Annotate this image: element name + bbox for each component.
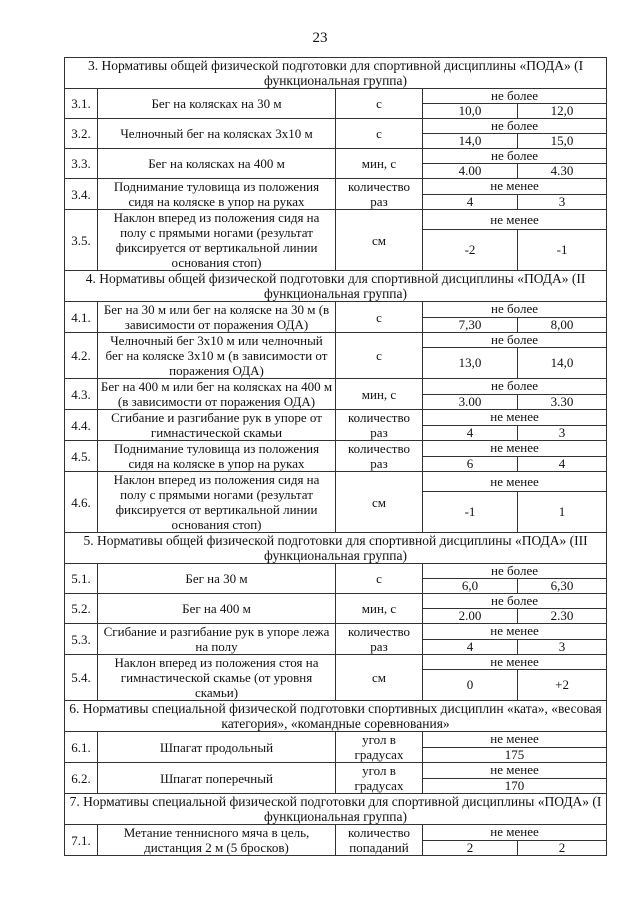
exercise-name: Шпагат поперечный [98,763,336,794]
unit: см [336,210,423,271]
row-number: 3.2. [65,119,98,149]
unit: с [336,302,423,333]
row-number: 7.1. [65,825,98,856]
value-first: 4 [423,639,518,655]
condition-label: не более [423,119,607,134]
section-header-row [65,701,607,732]
section-title: 5. Нормативы общей физической подготовки для спортивной дисциплины «ПОДА» (III функциональная группа) [65,533,607,564]
row-number: 3.4. [65,179,98,210]
unit: количество раз [336,441,423,472]
unit: количество раз [336,410,423,441]
value: 170 [423,778,607,794]
table-row [65,210,607,230]
table-row [65,333,607,348]
condition-label: не менее [423,655,607,670]
table-row [65,379,607,395]
row-number: 4.1. [65,302,98,333]
unit: угол в градусах [336,732,423,763]
table-row [65,825,607,841]
table-row [65,624,607,640]
row-number: 5.4. [65,655,98,701]
exercise-name: Бег на колясках на 30 м [98,89,336,119]
table-row [65,302,607,318]
value: 175 [423,747,607,763]
condition-label: не менее [423,441,607,457]
row-number: 4.3. [65,379,98,410]
table-row [65,472,607,492]
row-number: 4.5. [65,441,98,472]
value-first: 14,0 [423,134,518,149]
page-number: 23 [312,30,328,46]
value-first: -2 [423,230,518,271]
table-row [65,119,607,134]
value-first: 6,0 [423,579,518,594]
row-number: 4.6. [65,472,98,533]
condition-label: не менее [423,179,607,195]
exercise-name: Наклон вперед из положения сидя на полу с прямыми ногами (результат фиксируется от вертикальной линии основания стоп) [98,210,336,271]
value-first: 4.00 [423,164,518,179]
table-row [65,149,607,164]
exercise-name: Бег на колясках на 400 м [98,149,336,179]
value-second: +2 [518,670,607,701]
exercise-name: Поднимание туловища из положения сидя на коляске в упор на руках [98,441,336,472]
unit: с [336,89,423,119]
condition-label: не менее [423,472,607,492]
standards-table [64,57,607,856]
value-second: -1 [518,230,607,271]
section-header-row [65,271,607,302]
condition-label: не менее [423,732,607,748]
value-second: 15,0 [518,134,607,149]
value-second: 3 [518,425,607,441]
exercise-name: Шпагат продольный [98,732,336,763]
condition-label: не более [423,379,607,395]
table-row [65,655,607,670]
exercise-name: Метание теннисного мяча в цель, дистанция 2 м (5 бросков) [98,825,336,856]
table-row [65,564,607,579]
value-second: 4.30 [518,164,607,179]
value-second: 8,00 [518,317,607,333]
value-second: 3 [518,639,607,655]
section-title: 4. Нормативы общей физической подготовки для спортивной дисциплины «ПОДА» (II функциональная группа) [65,271,607,302]
condition-label: не менее [423,825,607,841]
value-second: 12,0 [518,104,607,119]
exercise-name: Поднимание туловища из положения сидя на коляске в упор на руках [98,179,336,210]
exercise-name: Наклон вперед из положения сидя на полу с прямыми ногами (результат фиксируется от вертикальной линии основания стоп) [98,472,336,533]
unit: с [336,119,423,149]
unit: угол в градусах [336,763,423,794]
value-second: 3 [518,194,607,210]
value-second: 2 [518,840,607,856]
table-row [65,763,607,779]
condition-label: не более [423,302,607,318]
value-first: 10,0 [423,104,518,119]
value-first: 13,0 [423,348,518,379]
exercise-name: Челночный бег 3х10 м или челночный бег на коляске 3х10 м (в зависимости от поражения ОДА) [98,333,336,379]
section-header-row [65,794,607,825]
value-first: 4 [423,425,518,441]
unit: с [336,564,423,594]
unit: мин, с [336,149,423,179]
condition-label: не менее [423,763,607,779]
unit: см [336,655,423,701]
value-second: 2.30 [518,609,607,624]
table-row [65,732,607,748]
value-first: 6 [423,456,518,472]
value-second: 14,0 [518,348,607,379]
unit: количество раз [336,624,423,655]
row-number: 5.2. [65,594,98,624]
table-row [65,89,607,104]
section-title: 6. Нормативы специальной физической подготовки спортивных дисциплин «ката», «весовая категория», «командные соревнования» [65,701,607,732]
unit: с [336,333,423,379]
value-first: 3.00 [423,394,518,410]
condition-label: не более [423,149,607,164]
exercise-name: Наклон вперед из положения стоя на гимнастической скамье (от уровня скамьи) [98,655,336,701]
value-first: -1 [423,492,518,533]
exercise-name: Бег на 30 м [98,564,336,594]
section-header-row [65,533,607,564]
row-number: 4.2. [65,333,98,379]
section-title: 7. Нормативы специальной физической подготовки для спортивной дисциплины «ПОДА» (I функциональная группа) [65,794,607,825]
value-second: 4 [518,456,607,472]
row-number: 5.3. [65,624,98,655]
table-row [65,441,607,457]
unit: количество попаданий [336,825,423,856]
section-title: 3. Нормативы общей физической подготовки для спортивной дисциплины «ПОДА» (I функциональная группа) [65,58,607,89]
condition-label: не менее [423,624,607,640]
exercise-name: Сгибание и разгибание рук в упоре от гимнастической скамьи [98,410,336,441]
exercise-name: Сгибание и разгибание рук в упоре лежа на полу [98,624,336,655]
exercise-name: Бег на 400 м или бег на колясках на 400 м (в зависимости от поражения ОДА) [98,379,336,410]
row-number: 6.2. [65,763,98,794]
row-number: 3.5. [65,210,98,271]
condition-label: не более [423,564,607,579]
value-first: 4 [423,194,518,210]
value-first: 0 [423,670,518,701]
value-second: 6,30 [518,579,607,594]
table-row [65,410,607,426]
unit: мин, с [336,379,423,410]
row-number: 3.1. [65,89,98,119]
section-header-row [65,58,607,89]
table-row [65,594,607,609]
unit: см [336,472,423,533]
exercise-name: Бег на 400 м [98,594,336,624]
row-number: 5.1. [65,564,98,594]
row-number: 6.1. [65,732,98,763]
value-second: 3.30 [518,394,607,410]
value-first: 7,30 [423,317,518,333]
row-number: 3.3. [65,149,98,179]
table-row [65,179,607,195]
unit: количество раз [336,179,423,210]
unit: мин, с [336,594,423,624]
condition-label: не менее [423,410,607,426]
exercise-name: Бег на 30 м или бег на коляске на 30 м (в зависимости от поражения ОДА) [98,302,336,333]
value-first: 2 [423,840,518,856]
condition-label: не более [423,594,607,609]
exercise-name: Челночный бег на колясках 3х10 м [98,119,336,149]
row-number: 4.4. [65,410,98,441]
condition-label: не более [423,333,607,348]
value-first: 2.00 [423,609,518,624]
condition-label: не менее [423,210,607,230]
value-second: 1 [518,492,607,533]
condition-label: не более [423,89,607,104]
